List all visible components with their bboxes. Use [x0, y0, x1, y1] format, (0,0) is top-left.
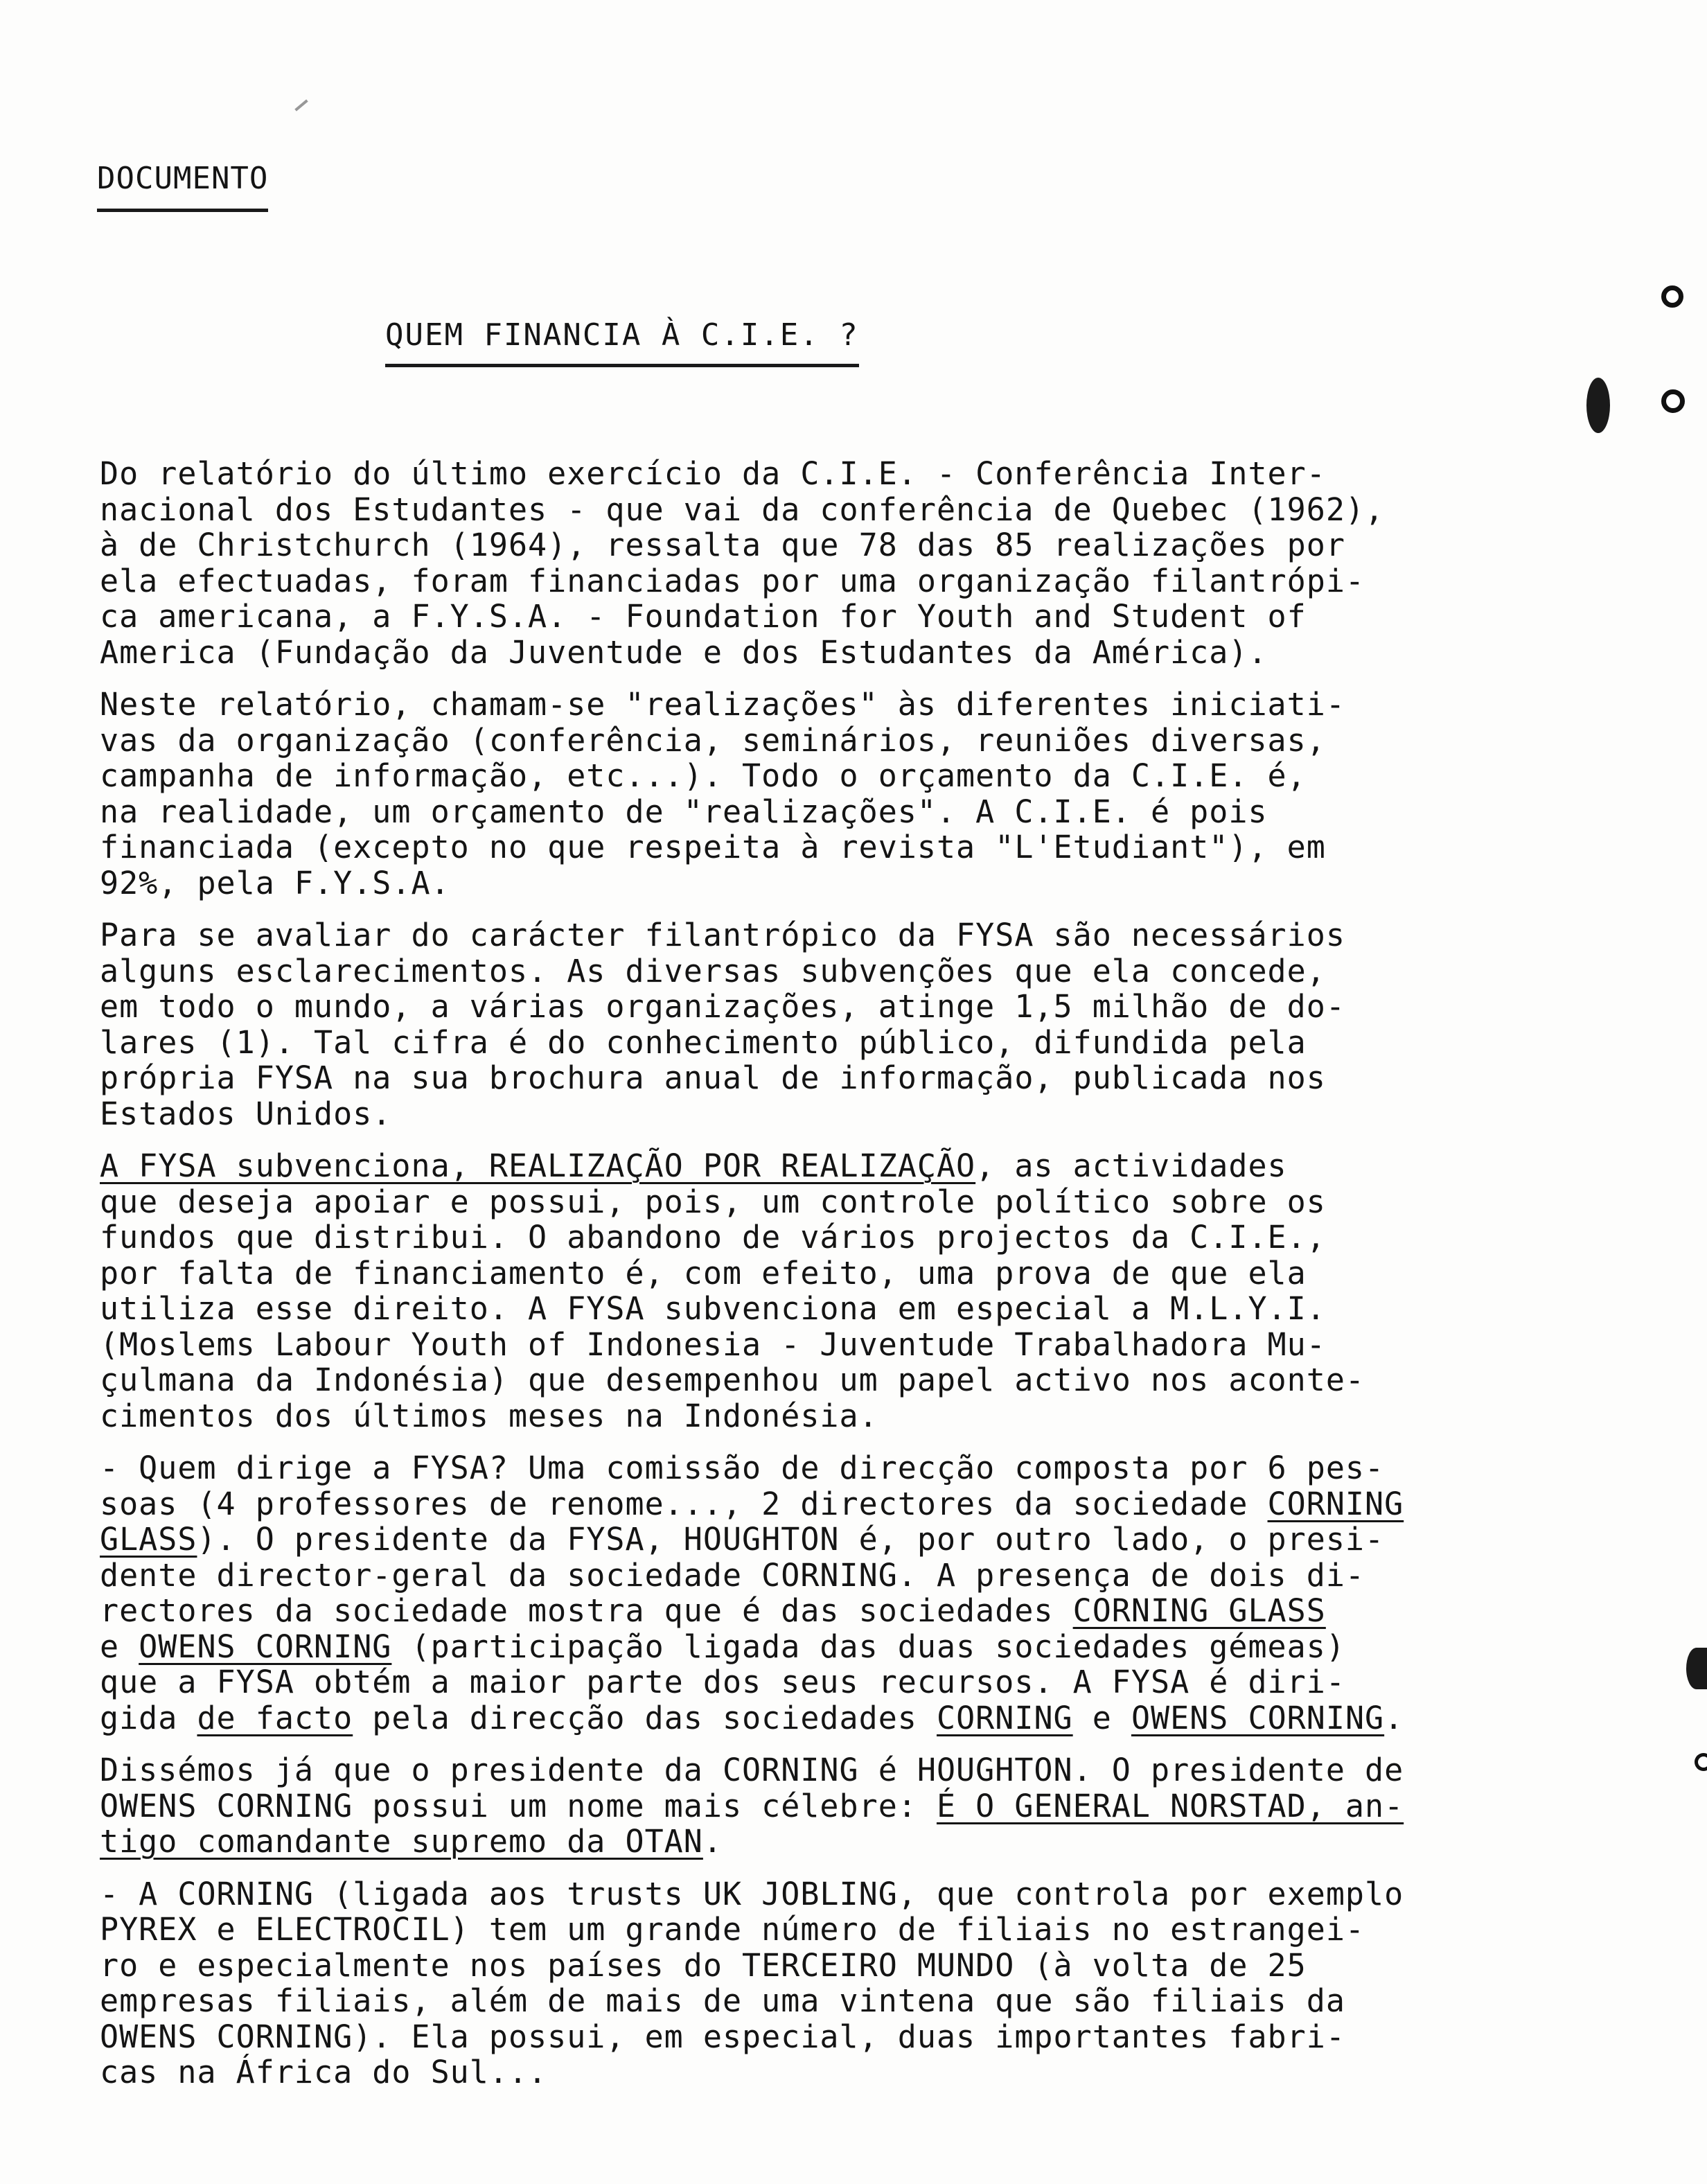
paragraph-2: Neste relatório, chamam-se "realizações" às diferentes iniciati- vas da organização (conferência, seminários, reuniões diversas, campanha de informação, etc...). Todo o orçamento da C.I.E. é, na realidade, um orçamento de "realizações". A C.I.E. é pois financiada (excepto no que respeita à revista "L'Etudiant"), em 92%, pela F.Y.S.A.: [100, 686, 1345, 901]
paragraph-6: [100, 1752, 1527, 1860]
underlined-phrase: CORNING GLASS: [1072, 1592, 1326, 1629]
paragraph-5-text: e: [1072, 1699, 1131, 1736]
ink-blot: [1586, 378, 1610, 433]
ink-blot: [1686, 1648, 1707, 1689]
paragraph-4-text: , as actividades que deseja apoiar e possui, pois, um controle político sobre os fundos que distribui. O abandono de vários projectos da C.I.E., por falta de financiamento é, com efeito, uma prova de que ela utiliza esse direito. A FYSA subvenciona em especial a M.L.Y.I. (Moslems Labour Youth of Indonesia - Juventude Trabalhadora Mu- çulmana da Indonésia) que desempenhou um papel activo nos aconte- cimentos dos últimos meses na Indonésia.: [100, 1147, 1365, 1434]
document-label: DOCUMENTO: [97, 161, 268, 212]
punch-hole: [1695, 1753, 1707, 1771]
underlined-phrase: É O GENERAL NORSTAD, an- tigo comandante supremo da OTAN: [100, 1787, 1404, 1860]
punch-hole: [1661, 285, 1683, 308]
underlined-phrase: A FYSA subvenciona, REALIZAÇÃO POR REALIZAÇÃO: [100, 1147, 976, 1184]
stray-pen-mark: [294, 99, 308, 111]
document-body: [100, 456, 1527, 2107]
paragraph-5-text: .: [1384, 1699, 1404, 1736]
paragraph-5-text: (participação ligada das duas sociedades gémeas) que a FYSA obtém a maior parte dos seus recursos. A FYSA é diri- gida: [100, 1628, 1345, 1736]
paragraph-5-text: e: [100, 1628, 120, 1665]
paragraph-4: [100, 1148, 1527, 1434]
paragraph-6-text: .: [702, 1823, 723, 1860]
underlined-phrase: CORNING: [937, 1699, 1073, 1736]
underlined-phrase: de facto: [197, 1699, 353, 1736]
paragraph-6-text: Dissémos já que o presidente da CORNING é HOUGHTON. O presidente de OWENS CORNING possui um nome mais célebre:: [100, 1752, 1404, 1824]
paragraph-5: [100, 1450, 1527, 1736]
punch-hole: [1661, 389, 1685, 413]
paragraph-5-text: ). O presidente da FYSA, HOUGHTON é, por outro lado, o presi- dente director-geral da sociedade CORNING. A presença de dois di- rectores da sociedade mostra que é das sociedades: [100, 1521, 1385, 1629]
paragraph-5-text: pela direcção das sociedades: [353, 1699, 937, 1736]
underlined-phrase: OWENS CORNING: [1131, 1699, 1385, 1736]
underlined-phrase: OWENS CORNING: [139, 1628, 392, 1665]
paragraph-7: - A CORNING (ligada aos trusts UK JOBLING, que controla por exemplo PYREX e ELECTROCIL) tem um grande número de filiais no estrangei- ro e especialmente nos países do TERCEIRO MUNDO (à volta de 25 empresas filiais, além de mais de uma vintena que são filiais da OWENS CORNING). Ela possui, em especial, duas importantes fabri- cas na África do Sul...: [100, 1875, 1404, 2090]
paragraph-5-text: - Quem dirige a FYSA? Uma comissão de direcção composta por 6 pes- soas (4 professores de renome..., 2 directores da sociedade: [100, 1450, 1385, 1522]
paragraph-3: Para se avaliar do carácter filantrópico da FYSA são necessários alguns esclarecimentos. As diversas subvenções que ela concede, em todo o mundo, a várias organizações, atinge 1,5 milhão de do- lares (1). Tal cifra é do conhecimento público, difundida pela própria FYSA na sua brochura anual de informação, publicada nos Estados Unidos.: [100, 917, 1345, 1132]
underlined-phrase: CORNING GLASS: [100, 1485, 1404, 1558]
paragraph-1: Do relatório do último exercício da C.I.E. - Conferência Inter- nacional dos Estudantes - que vai da conferência de Quebec (1962), à de Christchurch (1964), ressalta que 78 das 85 realizações por ela efectuadas, foram financiadas por uma organização filantrópi- ca americana, a F.Y.S.A. - Foundation for Youth and Student of America (Fundação da Juventude e dos Estudantes da América).: [100, 455, 1385, 671]
document-title: QUEM FINANCIA À C.I.E. ?: [385, 317, 859, 367]
